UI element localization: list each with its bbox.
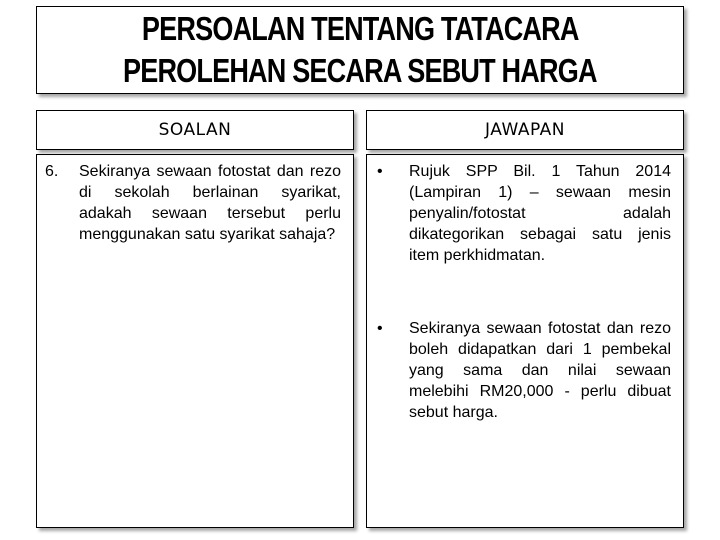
bullet-icon: • xyxy=(377,320,383,337)
answer-item xyxy=(375,161,671,266)
question-item xyxy=(45,161,341,245)
column-header-jawapan: JAWAPAN xyxy=(366,110,684,150)
question-number: 6. xyxy=(45,163,59,180)
column-header-soalan: SOALAN xyxy=(36,110,354,150)
bullet-icon: • xyxy=(377,163,383,180)
answer-text: Rujuk SPP Bil. 1 Tahun 2014 (Lampiran 1) – sewaan mesin penyalin/fotostat adalah dikategorikan sebagai satu jenis item perkhidmatan. xyxy=(409,163,671,264)
answer-text: Sekiranya sewaan fotostat dan rezo boleh didapatkan dari 1 pembekal yang sama dan nilai sewaan melebihi RM20,000 - perlu dibuat sebut harga. xyxy=(409,320,671,421)
slide-title-box xyxy=(36,6,684,94)
question-text: Sekiranya sewaan fotostat dan rezo di sekolah berlainan syarikat, adakah sewaan tersebut perlu menggunakan satu syarikat sahaja? xyxy=(79,163,341,243)
slide-title-line-1: PERSOALAN TENTANG TATACARA xyxy=(141,10,579,47)
answer-panel xyxy=(366,154,684,528)
answer-item xyxy=(375,318,671,423)
slide-title-line-2: PEROLEHAN SECARA SEBUT HARGA xyxy=(123,52,597,89)
question-panel xyxy=(36,154,354,528)
